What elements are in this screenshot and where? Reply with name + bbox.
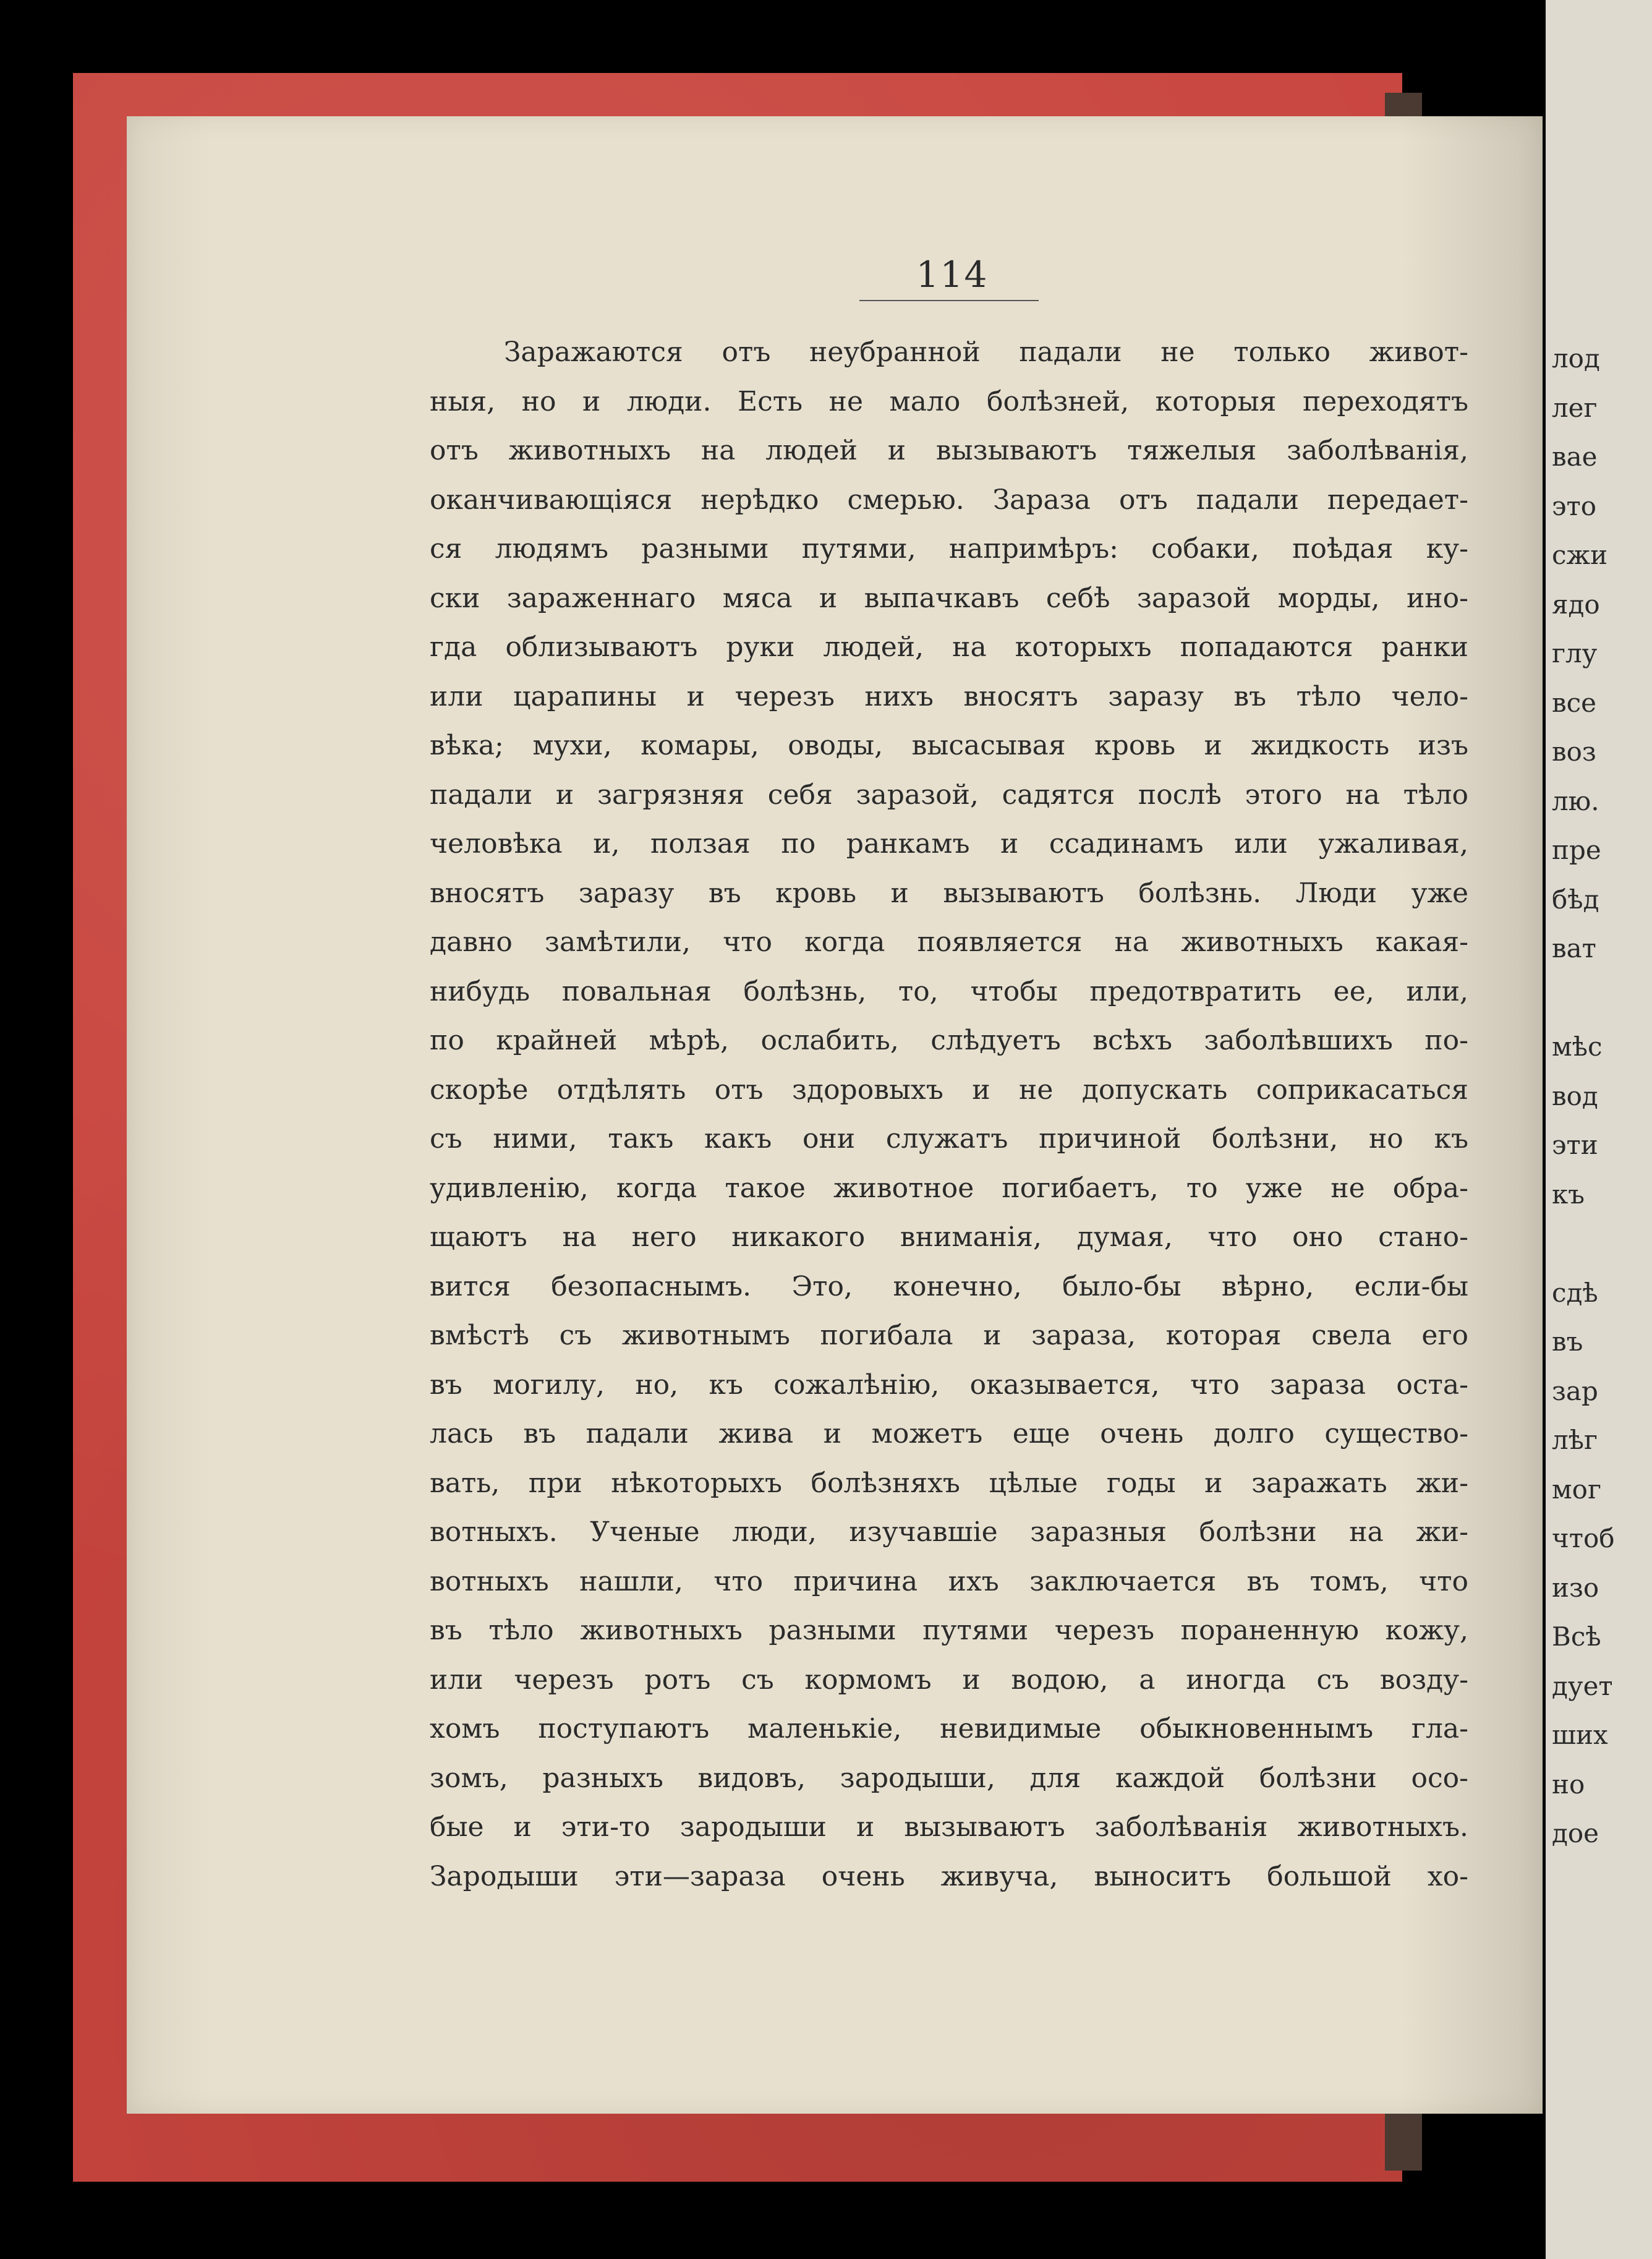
text-line: отъ животныхъ на людей и вызываютъ тяжелыя заболѣванія, [430, 435, 1468, 466]
text-line: съ ними, такъ какъ они служатъ причиной болѣзни, но къ [430, 1123, 1468, 1155]
facing-page-line: но [1552, 1769, 1585, 1800]
facing-page-line: пре [1552, 835, 1601, 865]
page-number: 114 [916, 254, 989, 296]
facing-page-line: мѣс [1552, 1031, 1603, 1062]
facing-page-line: чтоб [1552, 1523, 1615, 1553]
facing-page-line: дует [1552, 1670, 1613, 1701]
facing-page-line: изо [1552, 1572, 1599, 1603]
facing-page-line: въ [1552, 1326, 1583, 1357]
facing-page-line: къ [1552, 1179, 1585, 1210]
text-line: Зародыши эти—зараза очень живуча, выноситъ большой хо- [430, 1860, 1468, 1892]
facing-page-line: лод [1552, 343, 1600, 374]
facing-page-line: воз [1552, 737, 1596, 767]
page-body-text [430, 328, 1468, 1901]
text-line: вать, при нѣкоторыхъ болѣзняхъ цѣлые годы и заражать жи- [430, 1467, 1468, 1499]
text-line: щаютъ на него никакого вниманія, думая, что оно стано- [430, 1221, 1468, 1253]
text-line: или черезъ ротъ съ кормомъ и водою, а иногда съ возду- [430, 1663, 1468, 1696]
text-line: скорѣе отдѣлять отъ здоровыхъ и не допускать соприкасаться [430, 1074, 1468, 1106]
facing-page-line: вае [1552, 442, 1598, 472]
text-line: хомъ поступаютъ маленькіе, невидимые обыкновеннымъ гла- [430, 1713, 1468, 1744]
facing-page-line: лег [1552, 392, 1598, 423]
text-line: оканчивающіяся нерѣдко смерью. Зараза отъ падали передает- [430, 484, 1468, 516]
facing-page-line: Всѣ [1552, 1621, 1601, 1652]
facing-page-line: сжи [1552, 540, 1608, 570]
text-line: человѣка и, ползая по ранкамъ и ссадинамъ или ужаливая, [430, 828, 1468, 860]
text-line: ся людямъ разными путями, напримѣръ: собаки, поѣдая ку- [430, 533, 1468, 565]
text-line: по крайней мѣрѣ, ослабить, слѣдуетъ всѣхъ заболѣвшихъ по- [430, 1025, 1468, 1056]
text-line: вится безопаснымъ. Это, конечно, было-бы вѣрно, если-бы [430, 1270, 1468, 1302]
facing-page-line: все [1552, 687, 1597, 718]
text-line: вносятъ заразу въ кровь и вызываютъ болѣзнь. Люди уже [430, 877, 1468, 909]
facing-page-line: сдѣ [1552, 1277, 1598, 1308]
facing-page-line: это [1552, 490, 1597, 521]
page-number-rule [859, 300, 1039, 301]
text-line: въ тѣло животныхъ разными путями черезъ пораненную кожу, [430, 1615, 1468, 1646]
text-line: давно замѣтили, что когда появляется на животныхъ какая- [430, 926, 1468, 958]
text-line: гда облизываютъ руки людей, на которыхъ попадаются ранки [430, 631, 1468, 663]
facing-page-line [1552, 973, 1615, 1023]
text-line: вмѣстѣ съ животнымъ погибала и зараза, которая свела его [430, 1320, 1468, 1351]
text-line: ныя, но и люди. Есть не мало болѣзней, которыя переходятъ [430, 385, 1468, 417]
facing-page-line: ших [1552, 1720, 1608, 1750]
facing-page-text [1552, 334, 1615, 1858]
facing-page-line: зар [1552, 1375, 1598, 1406]
facing-page-line: лѣг [1552, 1425, 1598, 1455]
text-line: ски зараженнаго мяса и выпачкавъ себѣ заразой морды, ино- [430, 582, 1468, 614]
text-line: падали и загрязняя себя заразой, садятся послѣ этого на тѣло [430, 779, 1468, 811]
text-line: зомъ, разныхъ видовъ, зародыши, для каждой болѣзни осо- [430, 1762, 1468, 1794]
facing-page-line: глу [1552, 638, 1598, 668]
facing-page-line: ват [1552, 933, 1596, 963]
facing-page-line: вод [1552, 1080, 1598, 1111]
text-line: вотныхъ нашли, что причина ихъ заключается въ томъ, что [430, 1565, 1468, 1597]
text-line: или царапины и черезъ нихъ вносятъ заразу въ тѣло чело- [430, 680, 1468, 712]
text-line: удивленію, когда такое животное погибаетъ, то уже не обра- [430, 1172, 1468, 1204]
text-line: лась въ падали жива и можетъ еще очень долго существо- [430, 1418, 1468, 1450]
text-line: нибудь повальная болѣзнь, то, чтобы предотвратить ее, или, [430, 975, 1468, 1007]
text-line: бые и эти-то зародыши и вызываютъ заболѣванія животныхъ. [430, 1811, 1468, 1843]
facing-page-line: мог [1552, 1474, 1601, 1505]
facing-page-line: дое [1552, 1818, 1599, 1848]
text-line: вотныхъ. Ученые люди, изучавшіе заразныя болѣзни на жи- [430, 1516, 1468, 1548]
facing-page-line: лю. [1552, 785, 1599, 816]
text-line: Заражаются отъ неубранной падали не только живот- [504, 336, 1468, 368]
facing-page-line: бѣд [1552, 884, 1599, 915]
facing-page-line: ядо [1552, 589, 1600, 620]
text-line: въ могилу, но, къ сожалѣнію, оказывается, что зараза оста- [430, 1369, 1468, 1401]
text-line: вѣка; мухи, комары, оводы, высасывая кровь и жидкость изъ [430, 730, 1468, 761]
facing-page-line [1552, 1219, 1615, 1268]
facing-page-line: эти [1552, 1130, 1598, 1160]
